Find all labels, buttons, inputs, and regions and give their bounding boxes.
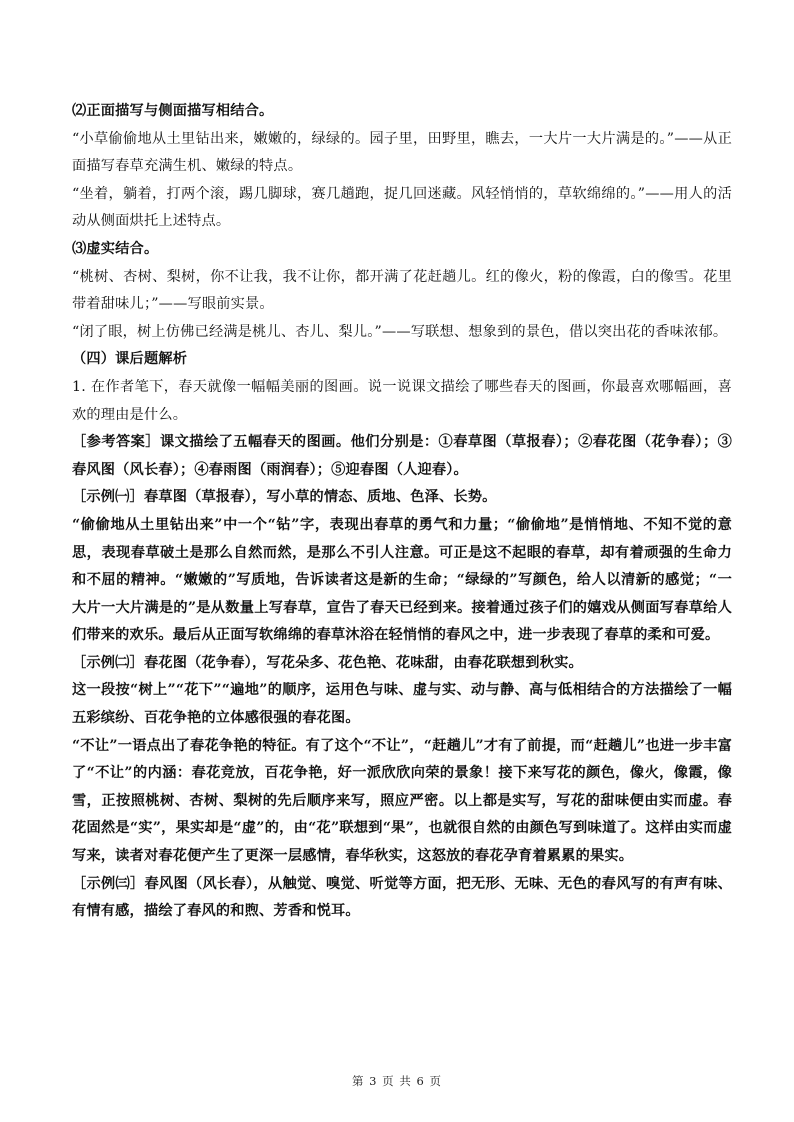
quote-paragraph: “闭了眼，树上仿佛已经满是桃儿、杏儿、梨儿。”——写联想、想象到的景色，借以突出花的香味浓郁。 [72, 323, 728, 340]
example-heading: ［示例㈡］春花图（花争春），写花朵多、花色艳、花味甜，由春花联想到秋实。 [72, 654, 583, 671]
example-heading: ［示例㈢］春风图（风长春），从触觉、嗅觉、听觉等方面，把无形、无味、无色的春风写的有声有味、有情有感，描绘了春风的和煦、芳香和悦耳。 [72, 875, 732, 920]
page-body [72, 98, 732, 926]
body-paragraph: “不让”一语点出了春花争艳的特征。有了这个“不让”，“赶趟儿”才有了前提，而“赶趟儿”也进一步丰富了“不让”的内涵：春花竞放，百花争艳，好一派欣欣向荣的景象！接下来写花的颜色，像火，像霞，像雪，正按照桃树、杏树、梨树的先后顺序来写，照应严密。以上都是实写，写花的甜味便由实而虚。春花固然是“实”，果实却是“虚”的，由“花”联想到“果”，也就很自然的由颜色写到味道了。这样由实而虚写来，读者对春花便产生了更深一层感情，春华秋实，这怒放的春花孕育着累累的果实。 [72, 737, 732, 865]
quote-paragraph: “坐着，躺着，打两个滚，踢几脚球，赛几趟跑，捉几回迷藏。风轻悄悄的，草软绵绵的。”——用人的活动从侧面烘托上述特点。 [72, 185, 732, 230]
question-paragraph: 1. 在作者笔下，春天就像一幅幅美丽的图画。说一说课文描绘了哪些春天的图画，你最喜欢哪幅画，喜欢的理由是什么。 [72, 378, 732, 423]
example-heading: ［示例㈠］春草图（草报春），写小草的情态、质地、色泽、长势。 [72, 489, 497, 506]
quote-paragraph: “小草偷偷地从土里钻出来，嫩嫩的，绿绿的。园子里，田野里，瞧去，一大片一大片满是的。”——从正面描写春草充满生机、嫩绿的特点。 [72, 130, 732, 175]
quote-paragraph: “桃树、杏树、梨树，你不让我，我不让你，都开满了花赶趟儿。红的像火，粉的像霞，白的像雪。花里带着甜味儿；”——写眼前实景。 [72, 268, 732, 313]
body-paragraph: 这一段按“树上”“花下”“遍地”的顺序，运用色与味、虚与实、动与静、高与低相结合的方法描绘了一幅五彩缤纷、百花争艳的立体感很强的春花图。 [72, 682, 732, 727]
subheading-virtual-real: ⑶虚实结合。 [72, 240, 159, 257]
subheading-front-side: ⑵正面描写与侧面描写相结合。 [72, 103, 274, 119]
section-heading: （四）课后题解析 [72, 351, 188, 368]
body-paragraph: “偷偷地从土里钻出来”中一个“钻”字，表现出春草的勇气和力量；“偷偷地”是悄悄地、不知不觉的意思，表现春草破土是那么自然而然，是那么不引人注意。可正是这不起眼的春草，却有着顽强的生命力和不屈的精神。“嫩嫩的”写质地，告诉读者这是新的生命；“绿绿的”写颜色，给人以清新的感觉；“一大片一大片满是的”是从数量上写春草，宣告了春天已经到来。接着通过孩子们的嬉戏从侧面写春草给人们带来的欢乐。最后从正面写软绵绵的春草沐浴在轻悄悄的春风之中，进一步表现了春草的柔和可爱。 [72, 516, 732, 644]
answer-paragraph: ［参考答案］课文描绘了五幅春天的图画。他们分别是：①春草图（草报春）；②春花图（花争春）；③春风图（风长春）；④春雨图（雨润春）；⑤迎春图（人迎春）。 [72, 434, 732, 478]
page-footer: 第 3 页 共 6 页 [352, 1074, 442, 1088]
